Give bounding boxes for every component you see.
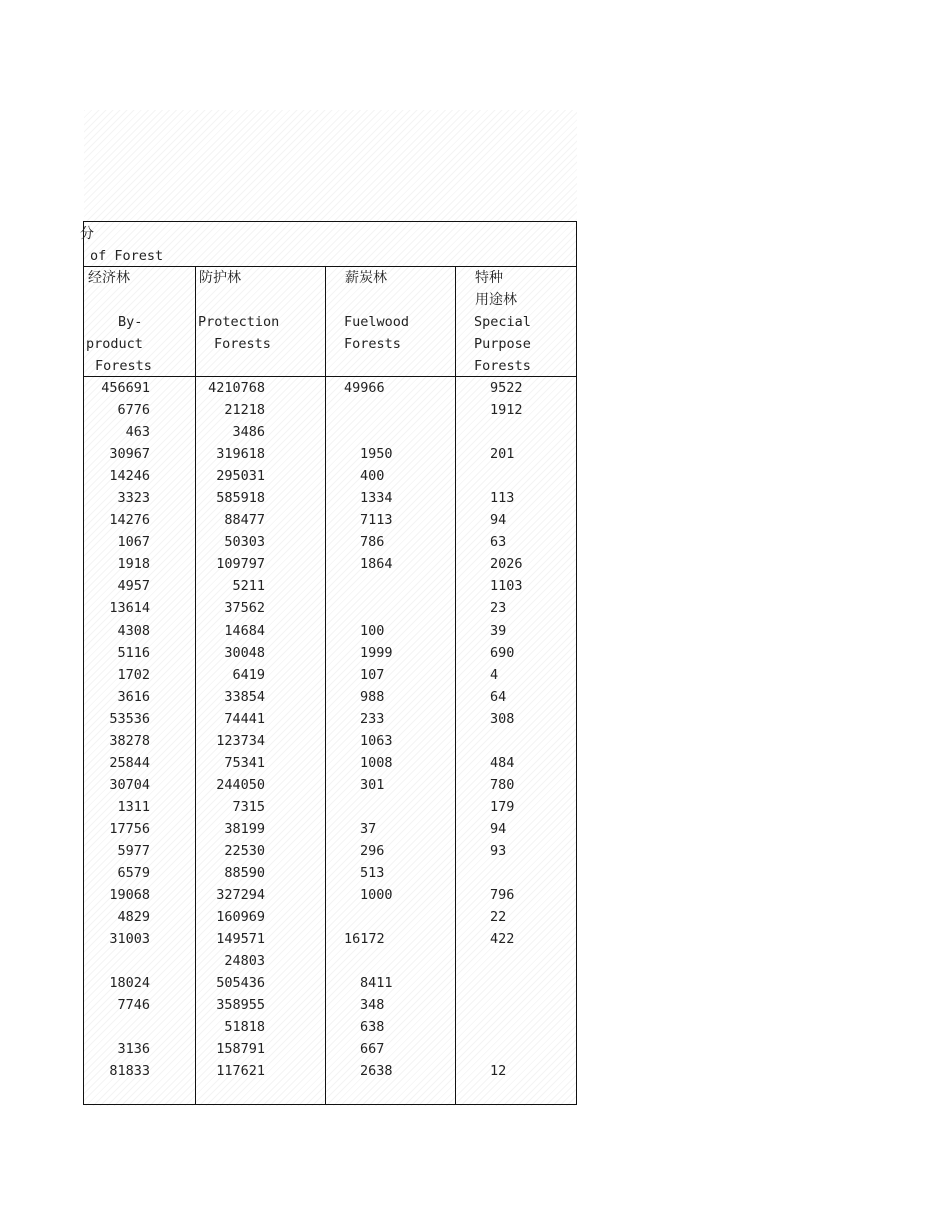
table-cell: 5211 (232, 578, 265, 595)
table-cell (344, 575, 444, 597)
table-cell: 2026 (490, 556, 523, 573)
table-cell: 484 (490, 754, 515, 771)
table-cell: 22 (490, 909, 507, 926)
table-cell: 74441 (224, 710, 265, 727)
table-cell (94, 950, 150, 972)
table-cell: 12 (490, 1063, 507, 1080)
table-cell: 6419 (232, 666, 265, 683)
table-cell: 1008 (360, 754, 393, 771)
table-cell (344, 906, 444, 928)
column-header-zh: 薪炭林 (345, 270, 387, 286)
table-cell: 513 (360, 865, 385, 882)
table-cell: 1063 (360, 732, 393, 749)
table-cell: 88477 (224, 512, 265, 529)
table-cell: 81833 (109, 1063, 150, 1080)
table-cell: 638 (360, 1019, 385, 1036)
table-cell: 780 (490, 776, 515, 793)
table-cell: 31003 (109, 931, 150, 948)
table-cell (474, 972, 554, 994)
table-cell: 4210768 (208, 380, 265, 396)
table-cell: 1311 (117, 798, 150, 815)
table-cell: 38278 (109, 732, 150, 749)
column-header-zh: 防护林 (199, 270, 241, 286)
table-cell: 158791 (216, 1041, 265, 1058)
table-cell: 505436 (216, 975, 265, 992)
table-cell: 1702 (117, 666, 150, 683)
table-cell: 25844 (109, 754, 150, 771)
table-cell: 22530 (224, 842, 265, 859)
table-cell: 8411 (360, 975, 393, 992)
column-header-en: Forests (95, 358, 152, 374)
column-divider-3 (455, 266, 456, 1105)
table-cell: 456691 (101, 380, 150, 396)
table-cell (474, 950, 554, 972)
column-header-en: Forests (474, 358, 531, 374)
table-cell: 33854 (224, 688, 265, 705)
table-cell: 988 (360, 688, 385, 705)
table-cell (474, 994, 554, 1016)
table-cell: 16172 (344, 931, 385, 948)
table-cell: 38199 (224, 820, 265, 837)
table-cell: 94 (490, 820, 507, 837)
table-cell: 123734 (216, 732, 265, 749)
table-cell: 51818 (224, 1019, 265, 1036)
column-header-en: By- (118, 314, 143, 330)
table-cell: 37 (360, 820, 377, 837)
table-cell: 63 (490, 534, 507, 551)
table-cell: 88590 (224, 865, 265, 882)
table-cell: 21218 (224, 402, 265, 419)
table-cell: 7746 (117, 997, 150, 1014)
table-cell (344, 421, 444, 443)
table-cell: 422 (490, 931, 515, 948)
column-divider-2 (325, 266, 326, 1105)
table-cell: 1067 (117, 534, 150, 551)
column-protection-values (205, 377, 265, 1083)
table-cell: 19068 (109, 887, 150, 904)
table-cell: 301 (360, 776, 385, 793)
column-fuelwood-values (344, 377, 444, 1083)
table-cell: 1000 (360, 887, 393, 904)
column-byproduct-values (94, 377, 150, 1083)
column-header-zh: 经济林 (88, 270, 130, 286)
table-cell (474, 1016, 554, 1038)
column-header-en: product (86, 336, 143, 352)
table-cell: 75341 (224, 754, 265, 771)
table-cell (344, 597, 444, 619)
table-cell: 179 (490, 798, 515, 815)
column-header-en: Protection (198, 314, 280, 330)
table-cell: 14684 (224, 622, 265, 639)
table-cell: 117621 (216, 1063, 265, 1080)
table-cell: 13614 (109, 600, 150, 617)
column-special-values (474, 377, 554, 1083)
table-cell: 64 (490, 688, 507, 705)
table-cell: 4957 (117, 578, 150, 595)
table-cell: 30967 (109, 446, 150, 463)
table-cell (94, 1016, 150, 1038)
table-cell (474, 421, 554, 443)
column-header-en: Fuelwood (344, 314, 410, 330)
table-cell: 149571 (216, 931, 265, 948)
table-cell: 107 (360, 666, 385, 683)
column-header-zh: 用途林 (475, 292, 517, 308)
table-cell: 201 (490, 446, 515, 463)
table-cell: 5977 (117, 842, 150, 859)
table-cell: 30704 (109, 776, 150, 793)
table-cell (344, 796, 444, 818)
table-cell: 667 (360, 1041, 385, 1058)
table-cell: 17756 (109, 820, 150, 837)
table-cell: 796 (490, 887, 515, 904)
table-cell: 14276 (109, 512, 150, 529)
column-header-zh: 特种 (475, 270, 503, 286)
table-cell: 93 (490, 842, 507, 859)
table-cell: 14246 (109, 468, 150, 485)
table-cell (474, 465, 554, 487)
table-cell: 49966 (344, 380, 385, 396)
table-cell: 233 (360, 710, 385, 727)
table-cell: 1334 (360, 490, 393, 507)
column-header-en: Special (474, 314, 531, 330)
table-cell: 24803 (224, 953, 265, 970)
table-cell: 113 (490, 490, 515, 507)
table-cell: 9522 (490, 380, 523, 396)
table-cell: 23 (490, 600, 507, 617)
table-cell: 1918 (117, 556, 150, 573)
table-cell (474, 730, 554, 752)
table-cell: 7315 (232, 798, 265, 815)
table-cell (344, 399, 444, 421)
table-cell: 3323 (117, 490, 150, 507)
table-subtitle-fragment: of Forest (90, 248, 164, 264)
table-cell: 3486 (232, 424, 265, 441)
table-cell: 100 (360, 622, 385, 639)
table-cell: 463 (125, 424, 150, 441)
table-cell: 690 (490, 644, 515, 661)
table-cell: 400 (360, 468, 385, 485)
table-cell: 7113 (360, 512, 393, 529)
table-cell: 786 (360, 534, 385, 551)
table-cell: 18024 (109, 975, 150, 992)
table-cell: 5116 (117, 644, 150, 661)
column-divider-1 (195, 266, 196, 1105)
table-cell: 30048 (224, 644, 265, 661)
table-cell: 6579 (117, 865, 150, 882)
table-cell: 319618 (216, 446, 265, 463)
table-cell: 296 (360, 842, 385, 859)
column-header-en: Forests (214, 336, 271, 352)
table-cell: 4829 (117, 909, 150, 926)
table-cell: 6776 (117, 402, 150, 419)
table-cell: 244050 (216, 776, 265, 793)
column-header-en: Forests (344, 336, 401, 352)
table-cell: 4 (490, 666, 499, 683)
table-cell: 1950 (360, 446, 393, 463)
table-cell: 4308 (117, 622, 150, 639)
table-cell: 160969 (216, 909, 265, 926)
table-cell (474, 1038, 554, 1060)
table-cell: 50303 (224, 534, 265, 551)
table-cell: 1912 (490, 402, 523, 419)
table-cell: 2638 (360, 1063, 393, 1080)
column-header-en: Purpose (474, 336, 531, 352)
table-cell: 358955 (216, 997, 265, 1014)
table-cell: 327294 (216, 887, 265, 904)
table-cell: 1864 (360, 556, 393, 573)
table-cell: 109797 (216, 556, 265, 573)
table-cell: 585918 (216, 490, 265, 507)
table-cell: 348 (360, 997, 385, 1014)
table-cell: 308 (490, 710, 515, 727)
table-cell: 37562 (224, 600, 265, 617)
table-cell: 94 (490, 512, 507, 529)
table-cell: 3616 (117, 688, 150, 705)
table-cell: 53536 (109, 710, 150, 727)
table-cell (474, 862, 554, 884)
table-cell: 39 (490, 622, 507, 639)
table-cell: 295031 (216, 468, 265, 485)
table-title-fragment: 分 (80, 226, 94, 242)
table-cell: 3136 (117, 1041, 150, 1058)
table-cell: 1103 (490, 578, 523, 595)
table-cell: 1999 (360, 644, 393, 661)
table-cell (344, 950, 444, 972)
